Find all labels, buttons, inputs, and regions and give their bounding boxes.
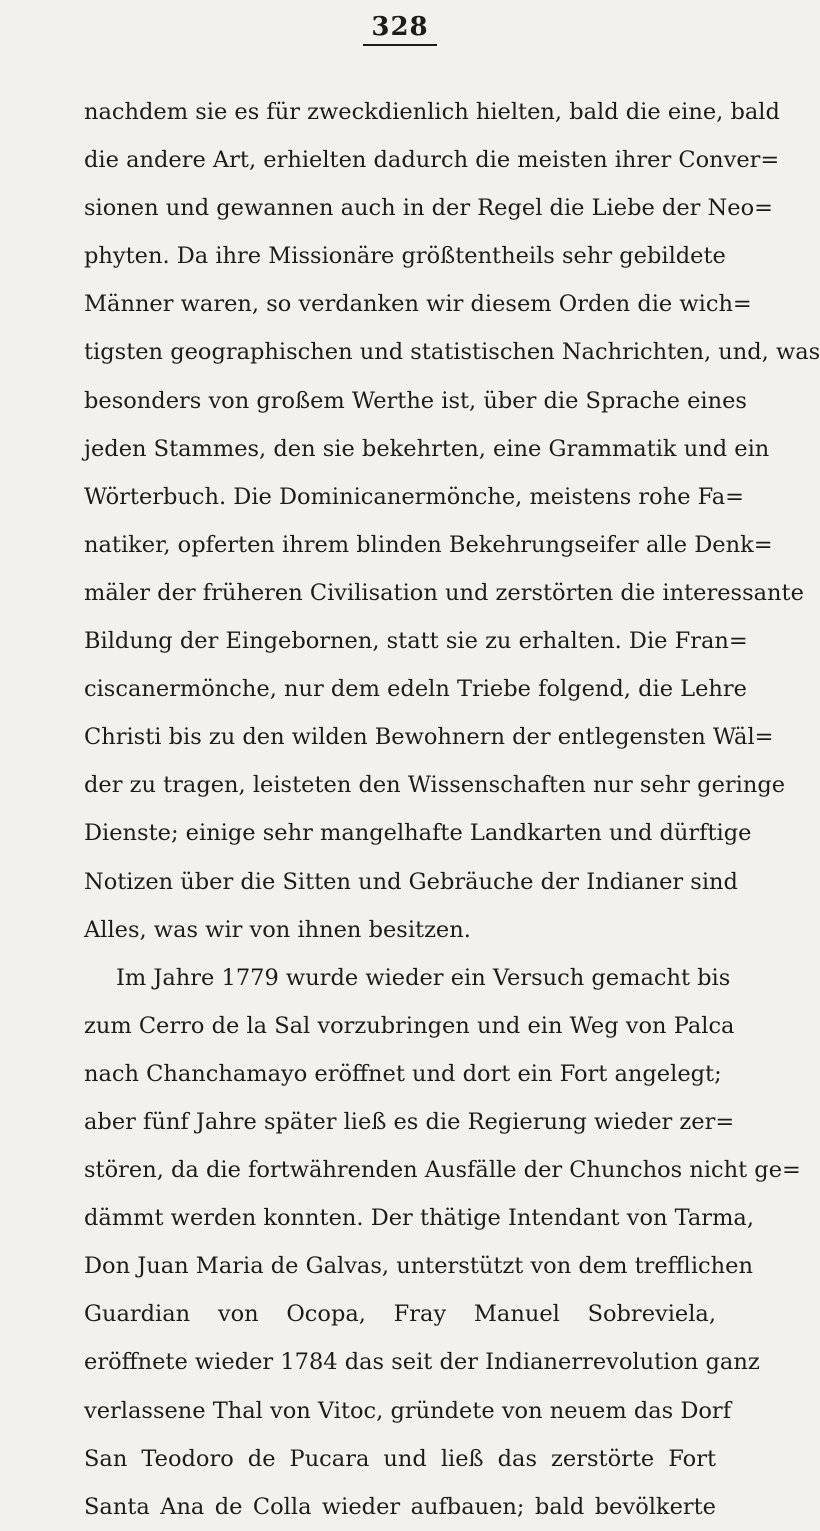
text-line: natiker, opferten ihrem blinden Bekehrungseifer alle Denk=	[84, 531, 773, 558]
text-line: dämmt werden konnten. Der thätige Intendant von Tarma,	[84, 1205, 754, 1232]
page-number	[0, 12, 800, 46]
text-line: Männer waren, so verdanken wir diesem Orden die wich=	[84, 291, 752, 318]
text-line: besonders von großem Werthe ist, über die Sprache eines	[84, 387, 747, 414]
text-line: verlassene Thal von Vitoc, gründete von neuem das Dorf	[84, 1397, 732, 1424]
paragraph-1	[84, 88, 820, 954]
text-line: die andere Art, erhielten dadurch die meisten ihrer Conver=	[84, 147, 780, 174]
text-line: Santa Ana de Colla wieder aufbauen; bald bevölkerte	[84, 1493, 716, 1520]
text-line: mäler der früheren Civilisation und zerstörten die interessante	[84, 579, 804, 606]
text-line: der zu tragen, leisteten den Wissenschaften nur sehr geringe	[84, 772, 786, 799]
text-line: Notizen über die Sitten und Gebräuche der Indianer sind	[84, 868, 738, 895]
text-line: Alles, was wir von ihnen besitzen.	[84, 916, 471, 943]
text-line: nachdem sie es für zweckdienlich hielten, bald die eine, bald	[84, 99, 780, 125]
text-line: Bildung der Eingebornen, statt sie zu erhalten. Die Fran=	[84, 628, 748, 655]
text-line: San Teodoro de Pucara und ließ das zerstörte Fort	[84, 1445, 716, 1472]
text-line: Dienste; einige sehr mangelhafte Landkarten und dürftige	[84, 820, 752, 847]
text-line: phyten. Da ihre Missionäre größtentheils sehr gebildete	[84, 243, 726, 270]
text-line: sionen und gewannen auch in der Regel die Liebe der Neo=	[84, 195, 773, 222]
text-line: stören, da die fortwährenden Ausfälle der Chunchos nicht ge=	[84, 1157, 801, 1184]
paragraph-2	[84, 954, 801, 1531]
text-line: Don Juan Maria de Galvas, unterstützt von dem trefflichen	[84, 1253, 753, 1280]
text-line: tigsten geographischen und statistischen Nachrichten, und, was	[84, 339, 820, 366]
page-number-text: 328	[363, 12, 436, 46]
text-line: Christi bis zu den wilden Bewohnern der entlegensten Wäl=	[84, 724, 774, 751]
text-line: Im Jahre 1779 wurde wieder ein Versuch gemacht bis	[116, 964, 731, 991]
text-line: jeden Stammes, den sie bekehrten, eine Grammatik und ein	[84, 435, 770, 462]
body-text	[84, 88, 820, 1531]
text-line: aber fünf Jahre später ließ es die Regierung wieder zer=	[84, 1108, 735, 1135]
text-line: zum Cerro de la Sal vorzubringen und ein Weg von Palca	[84, 1012, 735, 1039]
text-line: Guardian von Ocopa, Fray Manuel Sobreviela,	[84, 1301, 716, 1328]
text-line: ciscanermönche, nur dem edeln Triebe folgend, die Lehre	[84, 676, 747, 703]
text-line: Wörterbuch. Die Dominicanermönche, meistens rohe Fa=	[84, 483, 745, 510]
text-line: nach Chanchamayo eröffnet und dort ein Fort angelegt;	[84, 1060, 722, 1087]
text-line: eröffnete wieder 1784 das seit der Indianerrevolution ganz	[84, 1349, 760, 1376]
